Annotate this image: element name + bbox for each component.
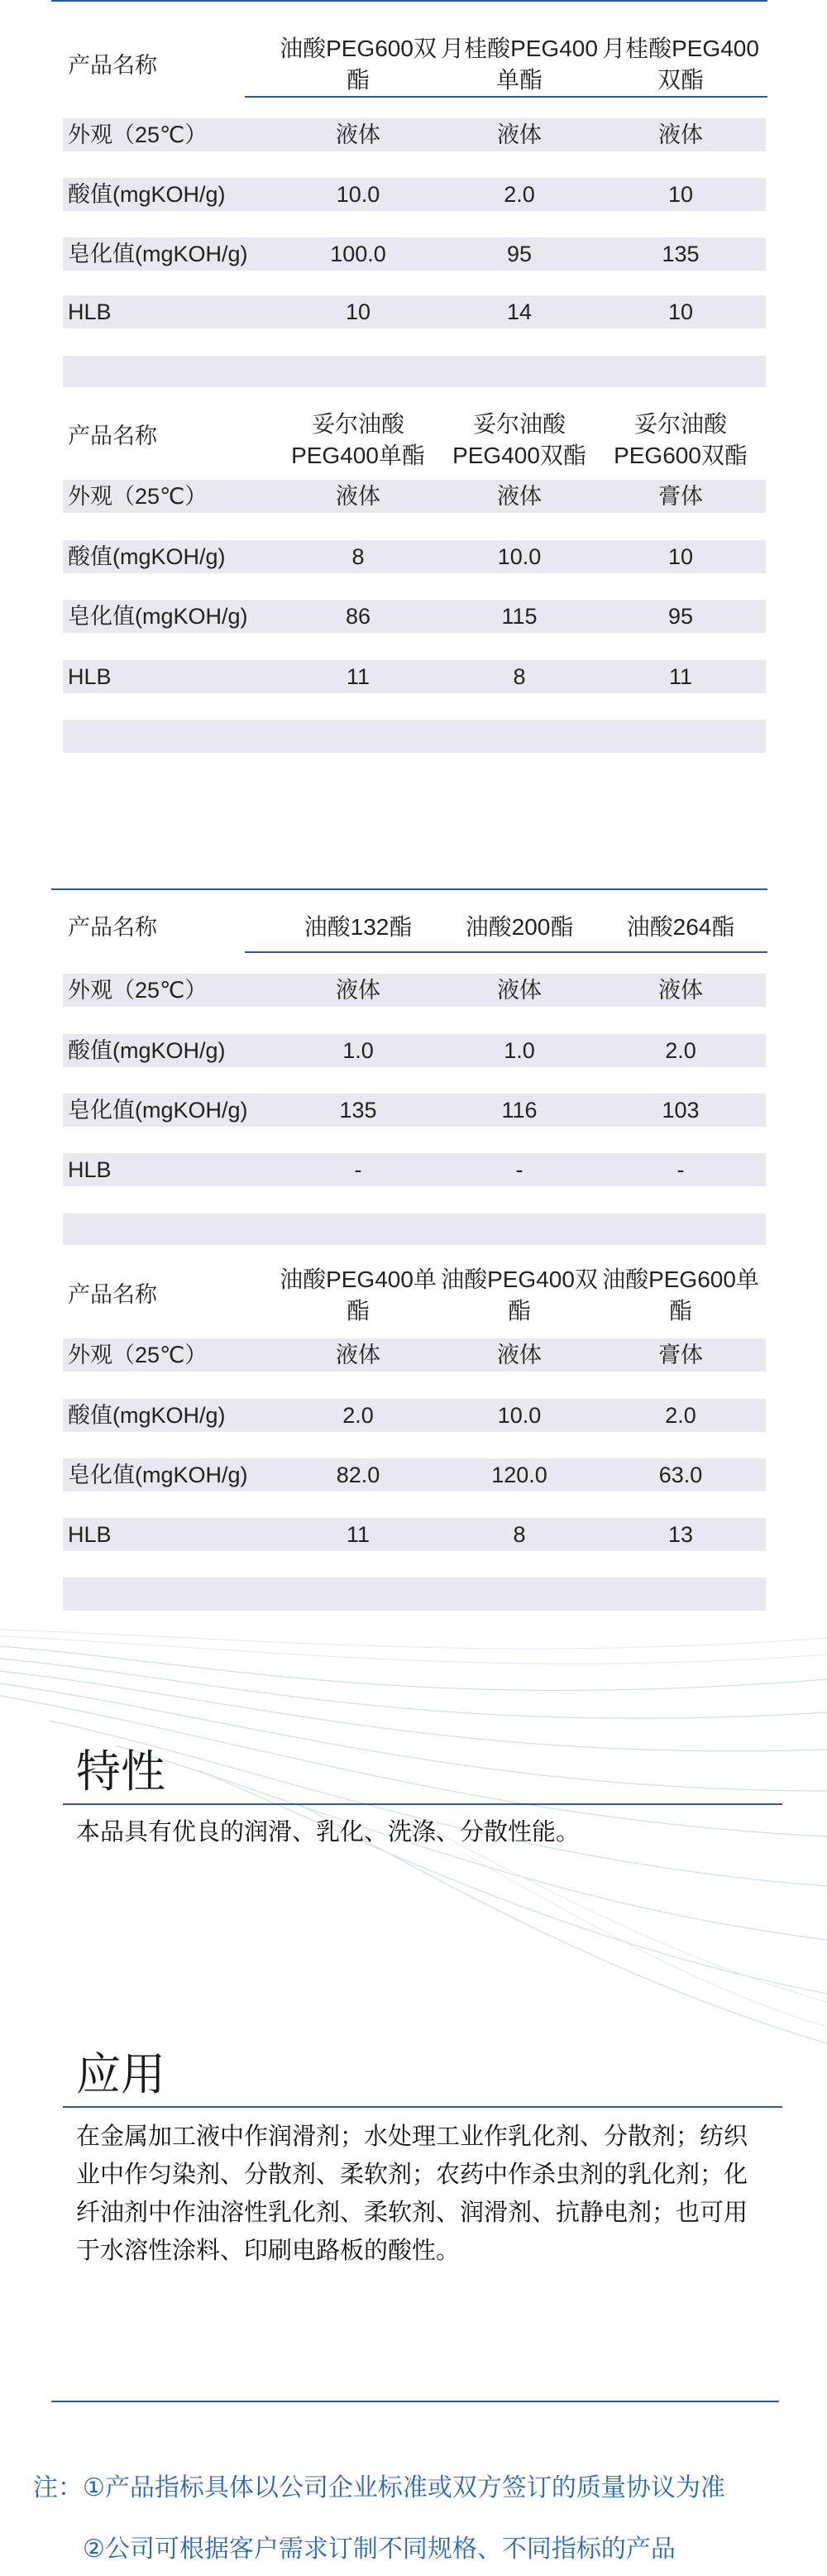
column-header-3: 油酸264酯 xyxy=(626,914,735,940)
row-value: 液体 xyxy=(336,484,380,509)
header-label: 产品名称 xyxy=(68,915,157,940)
column-header-1: 妥尔油酸PEG400单酯 xyxy=(291,411,425,468)
row-value: 液体 xyxy=(658,122,703,147)
row-label: 皂化值(mgKOH/g) xyxy=(68,242,248,266)
row-label: 皂化值(mgKOH/g) xyxy=(68,1098,248,1123)
row-value: 95 xyxy=(506,242,533,266)
row-label: 酸值(mgKOH/g) xyxy=(68,1403,226,1428)
row-label: 酸值(mgKOH/g) xyxy=(68,182,226,207)
column-header-1: 油酸PEG600双酯 xyxy=(280,36,437,93)
column-header-2: 油酸200酯 xyxy=(465,914,574,940)
row-label: 酸值(mgKOH/g) xyxy=(68,1038,226,1063)
column-header-1: 油酸132酯 xyxy=(304,914,413,940)
note-line-1: 注：①产品指标具体以公司企业标准或双方签订的质量协议为准 xyxy=(33,2474,725,2502)
spec-table-4 xyxy=(0,1257,827,1621)
spec-table-3 xyxy=(0,888,827,1252)
column-header-2: 油酸PEG400双酯 xyxy=(441,1266,598,1324)
row-label: 外观（25℃） xyxy=(68,978,208,1003)
row-label: HLB xyxy=(68,299,112,324)
row-label: 外观（25℃） xyxy=(68,1343,208,1367)
row-value: 13 xyxy=(667,1522,694,1547)
row-value: 82.0 xyxy=(336,1463,380,1487)
header-label: 产品名称 xyxy=(68,53,157,78)
row-value: 11 xyxy=(346,664,370,689)
row-value: 1.0 xyxy=(504,1038,535,1063)
row-value: 10 xyxy=(345,299,371,324)
spacer-band xyxy=(63,720,766,753)
header-underline xyxy=(245,951,767,953)
row-value: - xyxy=(515,1157,523,1182)
applications-text: 在金属加工液中作润滑剂；水处理工业作乳化剂、分散剂；纺织业中作匀染剂、分散剂、柔软剂；农药中作杀虫剂的乳化剂；化纤油剂中作油溶性乳化剂、柔软剂、润滑剂、抗静电剂；也可用于水溶性涂料、印刷电路板的酸性。 xyxy=(76,2124,748,2264)
row-value: 1.0 xyxy=(342,1038,374,1063)
row-value: 135 xyxy=(662,242,700,266)
row-value: 120.0 xyxy=(491,1463,547,1487)
column-header-1: 油酸PEG400单酯 xyxy=(280,1266,437,1324)
column-header-3: 妥尔油酸PEG600双酯 xyxy=(614,411,748,468)
row-label: 外观（25℃） xyxy=(68,484,208,509)
row-value: - xyxy=(676,1157,685,1182)
row-value: 10 xyxy=(667,299,694,324)
features-text: 本品具有优良的润滑、乳化、洗涤、分散性能。 xyxy=(76,1819,581,1846)
spacer-band xyxy=(63,1578,766,1611)
row-value: 液体 xyxy=(658,978,703,1003)
row-value: 10.0 xyxy=(336,182,380,207)
row-value: 103 xyxy=(662,1098,700,1123)
table-top-rule xyxy=(51,888,767,890)
spec-table-1 xyxy=(0,0,827,356)
row-value: 8 xyxy=(513,1522,526,1547)
column-header-2: 月桂酸PEG400单酯 xyxy=(441,36,598,93)
row-value: 2.0 xyxy=(342,1403,374,1428)
row-value: 10 xyxy=(667,182,694,207)
row-value: 2.0 xyxy=(665,1403,696,1428)
row-value: 液体 xyxy=(497,978,542,1003)
row-value: 液体 xyxy=(336,1343,380,1367)
note-line-2: ②公司可根据客户需求订制不同规格、不同指标的产品 xyxy=(83,2535,676,2563)
row-value: 8 xyxy=(351,544,365,569)
spec-table-2 xyxy=(0,397,827,761)
row-value: 11 xyxy=(668,664,693,689)
row-label: HLB xyxy=(68,1522,112,1547)
row-value: 115 xyxy=(501,604,538,629)
row-value: 86 xyxy=(345,604,371,629)
row-label: 外观（25℃） xyxy=(68,122,208,147)
row-value: 10.0 xyxy=(497,544,542,569)
notes-top-rule xyxy=(51,2401,779,2402)
row-value: 11 xyxy=(346,1522,370,1547)
row-label: 皂化值(mgKOH/g) xyxy=(68,1463,248,1487)
header-label: 产品名称 xyxy=(68,1282,157,1307)
features-title: 特性 xyxy=(76,1747,165,1797)
row-label: 酸值(mgKOH/g) xyxy=(68,544,226,569)
row-value: 2.0 xyxy=(665,1038,696,1063)
row-value: 液体 xyxy=(336,122,380,147)
spacer-band xyxy=(63,1214,766,1245)
row-value: 膏体 xyxy=(658,1343,703,1367)
row-value: 液体 xyxy=(497,122,542,147)
row-value: 63.0 xyxy=(658,1463,703,1487)
row-value: - xyxy=(354,1157,362,1182)
column-header-3: 油酸PEG600单酯 xyxy=(602,1266,759,1324)
row-value: 8 xyxy=(513,664,526,689)
table-top-rule xyxy=(51,0,767,2)
spacer-band xyxy=(63,356,766,387)
row-value: 10 xyxy=(667,544,694,569)
row-value: 135 xyxy=(339,1098,377,1123)
row-value: 液体 xyxy=(497,1343,542,1367)
row-label: HLB xyxy=(68,664,112,689)
row-value: 95 xyxy=(667,604,694,629)
column-header-2: 妥尔油酸PEG400双酯 xyxy=(452,411,586,468)
applications-rule xyxy=(63,2106,782,2108)
row-value: 2.0 xyxy=(504,182,535,207)
row-value: 116 xyxy=(501,1098,538,1123)
row-value: 14 xyxy=(506,299,533,324)
row-label: HLB xyxy=(68,1157,112,1182)
features-rule xyxy=(63,1803,782,1805)
applications-title: 应用 xyxy=(76,2050,165,2100)
header-label: 产品名称 xyxy=(68,424,157,448)
row-value: 100.0 xyxy=(330,242,386,266)
row-value: 膏体 xyxy=(658,484,703,509)
column-header-3: 月桂酸PEG400双酯 xyxy=(602,36,759,93)
row-label: 皂化值(mgKOH/g) xyxy=(68,604,248,629)
row-value: 液体 xyxy=(336,978,380,1003)
row-value: 10.0 xyxy=(497,1403,542,1428)
row-value: 液体 xyxy=(497,484,542,509)
header-underline xyxy=(245,96,767,98)
